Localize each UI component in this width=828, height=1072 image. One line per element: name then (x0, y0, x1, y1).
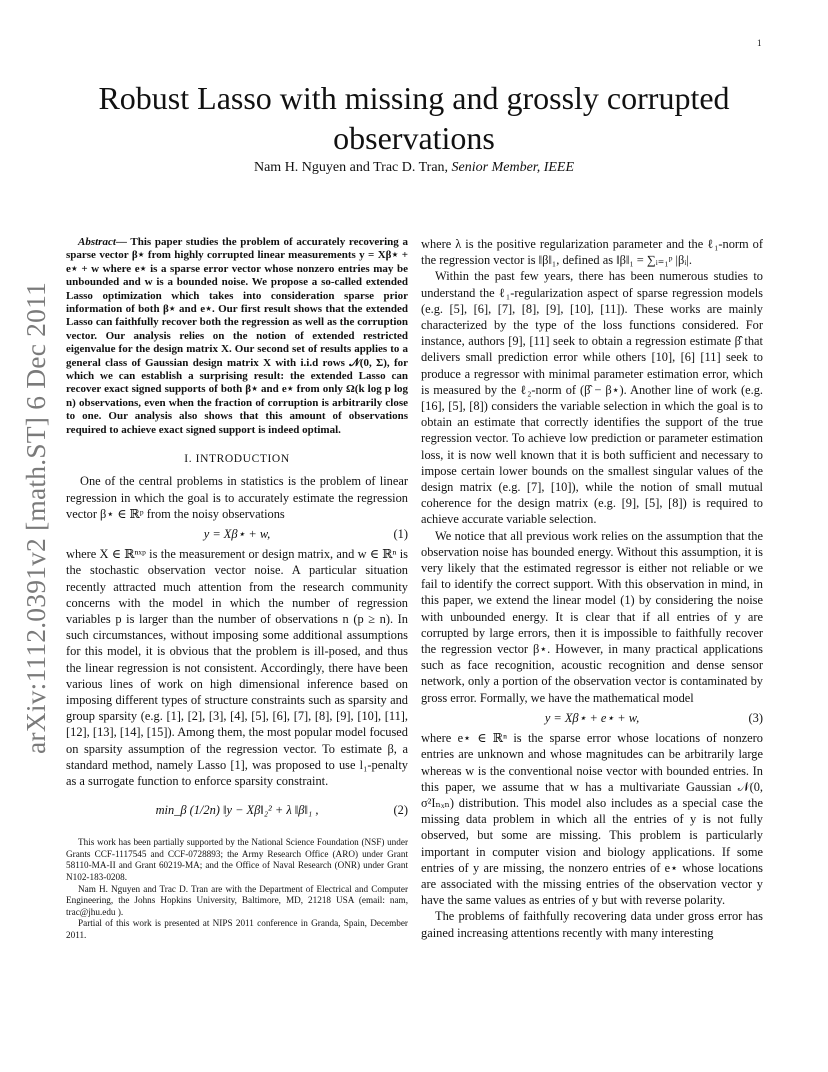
right-column (421, 236, 763, 941)
paper-title: Robust Lasso with missing and grossly corrupted observations (98, 80, 730, 156)
equation-body: min_β (1/2n) ‖y − Xβ‖₂² + λ ‖β‖₁ , (155, 803, 319, 818)
abstract-label: Abstract (78, 236, 116, 248)
left-column (66, 236, 408, 942)
author-line (60, 160, 768, 176)
section-heading: I. INTRODUCTION (184, 453, 290, 466)
paragraph: One of the central problems in statistics is the problem of linear regression in which the goal is to accurately estimate the regression vector β⋆ ∈ ℝᵖ from the noisy observations (66, 474, 408, 521)
page-number: 1 (757, 38, 762, 48)
paragraph: We notice that all previous work relies on the assumption that the observation noise has bounded energy. Without this assumption, it is very likely that the estimated regressor is either not reliable or we fail to identify the correct support. With this observation in mind, in this paper, we extend the linear model (1) by considering the noise with unbounded energy. It is clear that if all entries of y are corrupted by large errors, then it is impossible to faithfully recover the regression vector β⋆. However, in many practical applications such as face recognition, acoustic recognition and dense sensor network, only a portion of the observation vector is contaminated by gross error. Formally, we have the mathematical model (421, 528, 763, 705)
footnotes (66, 837, 408, 941)
paragraph: Within the past few years, there has been numerous studies to understand the ℓ₁-regularization aspect of sparse regression models (e.g. [5], [6], [7], [8], [9], [10], [11]). These works are mainly characterized by the type of the loss functions considered. For instance, authors [9], [11] seek to obtain a regression estimate β̂ that delivers small prediction error while others [10], [6] [11] seek to produce a regressor with minimal parameter estimation error, which is measured by the ℓ₂-norm of (β̂ − β⋆). Another line of work (e.g. [16], [5], [8]) considers the variable selection in which the goal is to obtain an estimate that correctly identifies the support of the true regression vector. To achieve low prediction or parameter estimation loss, it is now well known that it is both sufficient and necessary to impose certain lower bounds on the smallest singular values of the design matrix (e.g. [7], [10]), while the notion of small mutual coherence for the design matrix (e.g. [9], [5], [8]) is required to achieve accurate variable selection. (421, 269, 763, 527)
equation-body: y = Xβ⋆ + e⋆ + w, (544, 710, 640, 725)
footnote: Partial of this work is presented at NIPS 2011 conference in Granda, Spain, December 2011. (66, 918, 408, 940)
paragraph: where λ is the positive regularization parameter and the ℓ₁-norm of the regression vector is ‖β‖₁, defined as ‖β‖₁ = ∑ᵢ₌₁ᵖ |βᵢ|. (421, 237, 763, 268)
equation-number: (1) (393, 526, 408, 541)
abstract-text: — This paper studies the problem of accurately recovering a sparse vector β⋆ from highly corrupted linear measurements y = Xβ⋆ + e⋆ + w where e⋆ is a sparse error vector whose nonzero entries may be unbounded and w is a bounded noise. We propose a so-called extended Lasso optimization which takes into consideration sparse prior information of both β⋆ and e⋆. Our first result shows that the extended Lasso can faithfully recover both the regression as well as the corruption vector. Our analysis relies on the notion of extended restricted eigenvalue for the design matrix X. Our second set of results applies to a general class of Gaussian design matrix X with i.i.d rows 𝒩(0, Σ), for which we can establish a surprising result: the extended Lasso can recover exact signed supports of both β⋆ and e⋆ from only Ω(k log p log n) observations, even when the fraction of corruption is arbitrarily close to one. Our analysis also shows that this amount of observations required to achieve exact signed support is indeed optimal. (66, 236, 408, 436)
equation-number: (2) (393, 803, 408, 818)
footnote: This work has been partially supported by the National Science Foundation (NSF) under Grants CCF-1117545 and CCF-0728893; the Army Research Office (ARO) under Grant 58110-MA-II and Grant 60219-MA; and the Office of Naval Research (ONR) under Grant N102-183-0208. (66, 837, 408, 882)
equation-number: (3) (748, 710, 763, 725)
abstract (66, 236, 408, 437)
paragraph: where e⋆ ∈ ℝⁿ is the sparse error whose locations of nonzero entries are unknown and whose magnitudes can be arbitrarily large whereas w is the conventional noise vector with bounded entries. In this paper, we assume that w has a multivariate Gaussian 𝒩(0, σ²Iₙₓₙ) distribution. This model also includes as a special case the missing data problem in which all the entries of y is not fully observed, but some are missing. This problem is particularly important in computer vision and biology applications. If some entries of y are missing, the nonzero entries of e⋆ whose locations are associated with the missing entries of the observation vector y have the same values as entries of y but with reverse polarity. (421, 731, 763, 908)
equation-1 (66, 526, 408, 542)
paragraph: where X ∈ ℝⁿˣᵖ is the measurement or design matrix, and w ∈ ℝⁿ is the stochastic observation vector noise. A particular situation recently attracted much attention from the research community concerns with the model in which the number of regression variables p is larger than the number of observations n (p ≥ n). In such circumstances, without imposing some additional assumptions for this model, it is obvious that the problem is ill-posed, and thus the linear regression is not consistent. Accordingly, there have been various lines of work on high dimensional inference based on imposing different types of structure constraints such as sparsity and group sparsity (e.g. [1], [2], [3], [4], [5], [6], [7], [8], [9], [10], [11], [12], [13], [14], [15]). Among them, the most popular model focused on sparsity assumption of the regression vector. To estimate β, a standard method, namely Lasso [1], was proposed to use l₁-penalty as a surrogate function to enforce sparsity constraint. (66, 547, 408, 788)
equation-2 (66, 793, 408, 827)
equation-3 (421, 710, 763, 726)
author-role: Senior Member, IEEE (451, 160, 575, 175)
arxiv-identifier[interactable]: arXiv:1112.0391v2 [math.ST] 6 Dec 2011 (20, 282, 51, 754)
paragraph: The problems of faithfully recovering data under gross error has gained increasing attentions recently with many interesting (421, 909, 763, 940)
equation-body: y = Xβ⋆ + w, (203, 526, 271, 541)
footnote: Nam H. Nguyen and Trac D. Tran are with the Department of Electrical and Computer Engineering, the Johns Hopkins University, Baltimore, MD, 21218 USA (email: nam, trac@jhu.edu ). (66, 883, 408, 917)
authors: Nam H. Nguyen and Trac D. Tran, (253, 160, 452, 175)
